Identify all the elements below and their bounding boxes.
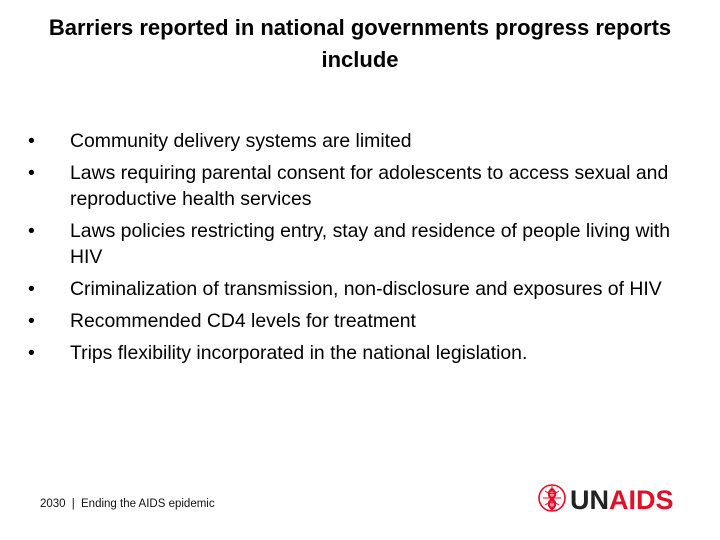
bullet-text: Community delivery systems are limited	[70, 130, 412, 152]
bullet-item	[28, 308, 688, 334]
bullet-item	[28, 340, 688, 366]
unaids-logo	[536, 484, 674, 516]
bullet-list	[28, 128, 688, 372]
bullet-marker: •	[28, 130, 35, 152]
footer-separator: |	[71, 498, 75, 510]
logo-un: UN	[570, 485, 609, 515]
footer-tagline	[40, 497, 215, 511]
bullet-text: Recommended CD4 levels for treatment	[70, 310, 416, 332]
logo-aids: AIDS	[609, 485, 674, 515]
bullet-text: Trips flexibility incorporated in the national legislation.	[70, 342, 528, 364]
footer-year: 2030	[40, 498, 66, 510]
bullet-text: Laws policies restricting entry, stay and residence of people living with HIV	[70, 220, 670, 268]
bullet-text: Laws requiring parental consent for adolescents to access sexual and reproductive health services	[70, 162, 669, 210]
footer-tagline-text: Ending the AIDS epidemic	[81, 498, 215, 510]
bullet-marker: •	[28, 220, 35, 242]
slide-title: Barriers reported in national governments progress reports include	[48, 15, 672, 72]
bullet-item	[28, 128, 688, 154]
bullet-item	[28, 160, 688, 212]
bullet-marker: •	[28, 342, 35, 364]
bullet-item	[28, 218, 688, 270]
bullet-marker: •	[28, 162, 35, 184]
bullet-text: Criminalization of transmission, non-disclosure and exposures of HIV	[70, 278, 662, 300]
bullet-marker: •	[28, 310, 35, 332]
logo-wordmark	[570, 484, 674, 516]
bullet-marker: •	[28, 278, 35, 300]
bullet-item	[28, 276, 688, 302]
ribbon-emblem-icon	[536, 482, 570, 519]
